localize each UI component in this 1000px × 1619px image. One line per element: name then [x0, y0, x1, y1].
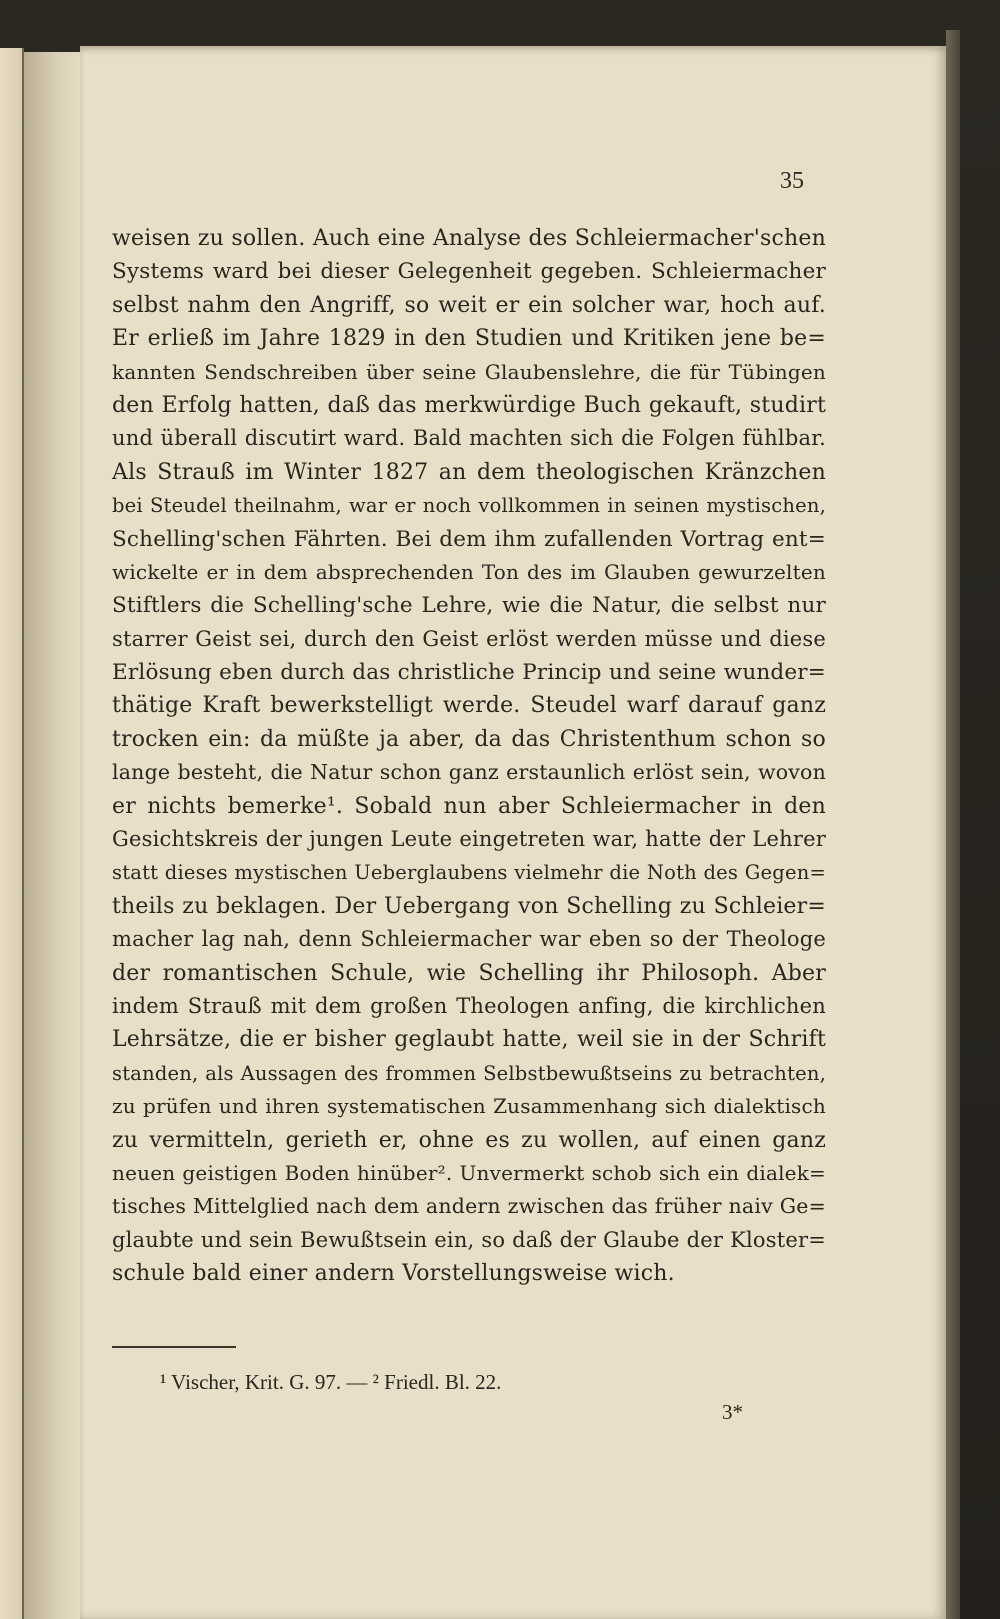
text-line: schule bald einer andern Vorstellungsweise wich.	[112, 1261, 675, 1287]
text-line: selbst nahm den Angriff, so weit er ein solcher war, hoch auf.	[112, 292, 826, 318]
text-line: Als Strauß im Winter 1827 an dem theologischen Kränzchen	[112, 459, 826, 485]
text-line: statt dieses mystischen Ueberglaubens vielmehr die Noth des Gegen=	[112, 861, 826, 885]
text-line: theils zu beklagen. Der Uebergang von Schelling zu Schleier=	[112, 893, 826, 919]
text-line: zu prüfen und ihren systematischen Zusammenhang sich dialektisch	[112, 1094, 826, 1119]
text-line: Gesichtskreis der jungen Leute eingetreten war, hatte der Lehrer	[112, 827, 826, 852]
text-line: glaubte und sein Bewußtsein ein, so daß der Glaube der Kloster=	[112, 1227, 826, 1252]
text-line: Lehrsätze, die er bisher geglaubt hatte, weil sie in der Schrift	[112, 1027, 826, 1053]
footnote-rule	[112, 1346, 236, 1348]
text-line: indem Strauß mit dem großen Theologen anfing, die kirchlichen	[112, 993, 826, 1018]
text-line: wickelte er in dem absprechenden Ton des im Glauben gewurzelten	[112, 559, 826, 584]
text-line: Erlösung eben durch das christliche Princip und seine wunder=	[112, 660, 826, 686]
text-line: neuen geistigen Boden hinüber². Unvermerkt schob sich ein dialek=	[112, 1160, 826, 1185]
text-line: starrer Geist sei, durch den Geist erlöst werden müsse und diese	[112, 626, 826, 651]
signature-mark: 3*	[722, 1400, 743, 1424]
text-line: thätige Kraft bewerkstelligt werde. Steudel warf darauf ganz	[112, 693, 826, 719]
page-number: 35	[780, 168, 804, 194]
facing-page-edge	[0, 48, 24, 1619]
text-line: standen, als Aussagen des frommen Selbstbewußtseins zu betrachten,	[112, 1061, 826, 1085]
text-line: bei Steudel theilnahm, war er noch vollkommen in seinen mystischen,	[112, 494, 826, 518]
text-line: Schelling'schen Fährten. Bei dem ihm zufallenden Vortrag ent=	[112, 526, 826, 552]
text-line: macher lag nah, denn Schleiermacher war eben so der Theologe	[112, 927, 826, 952]
text-line: den Erfolg hatten, daß das merkwürdige Buch gekauft, studirt	[112, 392, 826, 418]
text-line: und überall discutirt ward. Bald machten sich die Folgen fühlbar.	[112, 426, 826, 451]
text-line: tisches Mittelglied nach dem andern zwischen das früher naiv Ge=	[112, 1194, 826, 1219]
text-line: er nichts bemerke¹. Sobald nun aber Schleiermacher in den	[112, 793, 826, 819]
text-line: weisen zu sollen. Auch eine Analyse des Schleiermacher'schen	[112, 226, 826, 251]
text-line: Stiftlers die Schelling'sche Lehre, wie die Natur, die selbst nur	[112, 593, 826, 619]
text-line: lange besteht, die Natur schon ganz erstaunlich erlöst sein, wovon	[112, 760, 826, 785]
page-gutter	[24, 52, 82, 1619]
text-line: Systems ward bei dieser Gelegenheit gegeben. Schleiermacher	[112, 259, 826, 285]
text-line: der romantischen Schule, wie Schelling ihr Philosoph. Aber	[112, 960, 826, 986]
body-text	[112, 222, 826, 1291]
text-line: kannten Sendschreiben über seine Glaubenslehre, die für Tübingen	[112, 359, 826, 384]
text-line: trocken ein: da müßte ja aber, da das Christenthum schon so	[112, 726, 826, 752]
book-cover-edge	[946, 30, 960, 1619]
text-line: Er erließ im Jahre 1829 in den Studien und Kritiken jene be=	[112, 326, 826, 352]
text-line: zu vermitteln, gerieth er, ohne es zu wollen, auf einen ganz	[112, 1127, 826, 1153]
footnote: ¹ Vischer, Krit. G. 97. — ² Friedl. Bl. 22.	[160, 1370, 502, 1394]
